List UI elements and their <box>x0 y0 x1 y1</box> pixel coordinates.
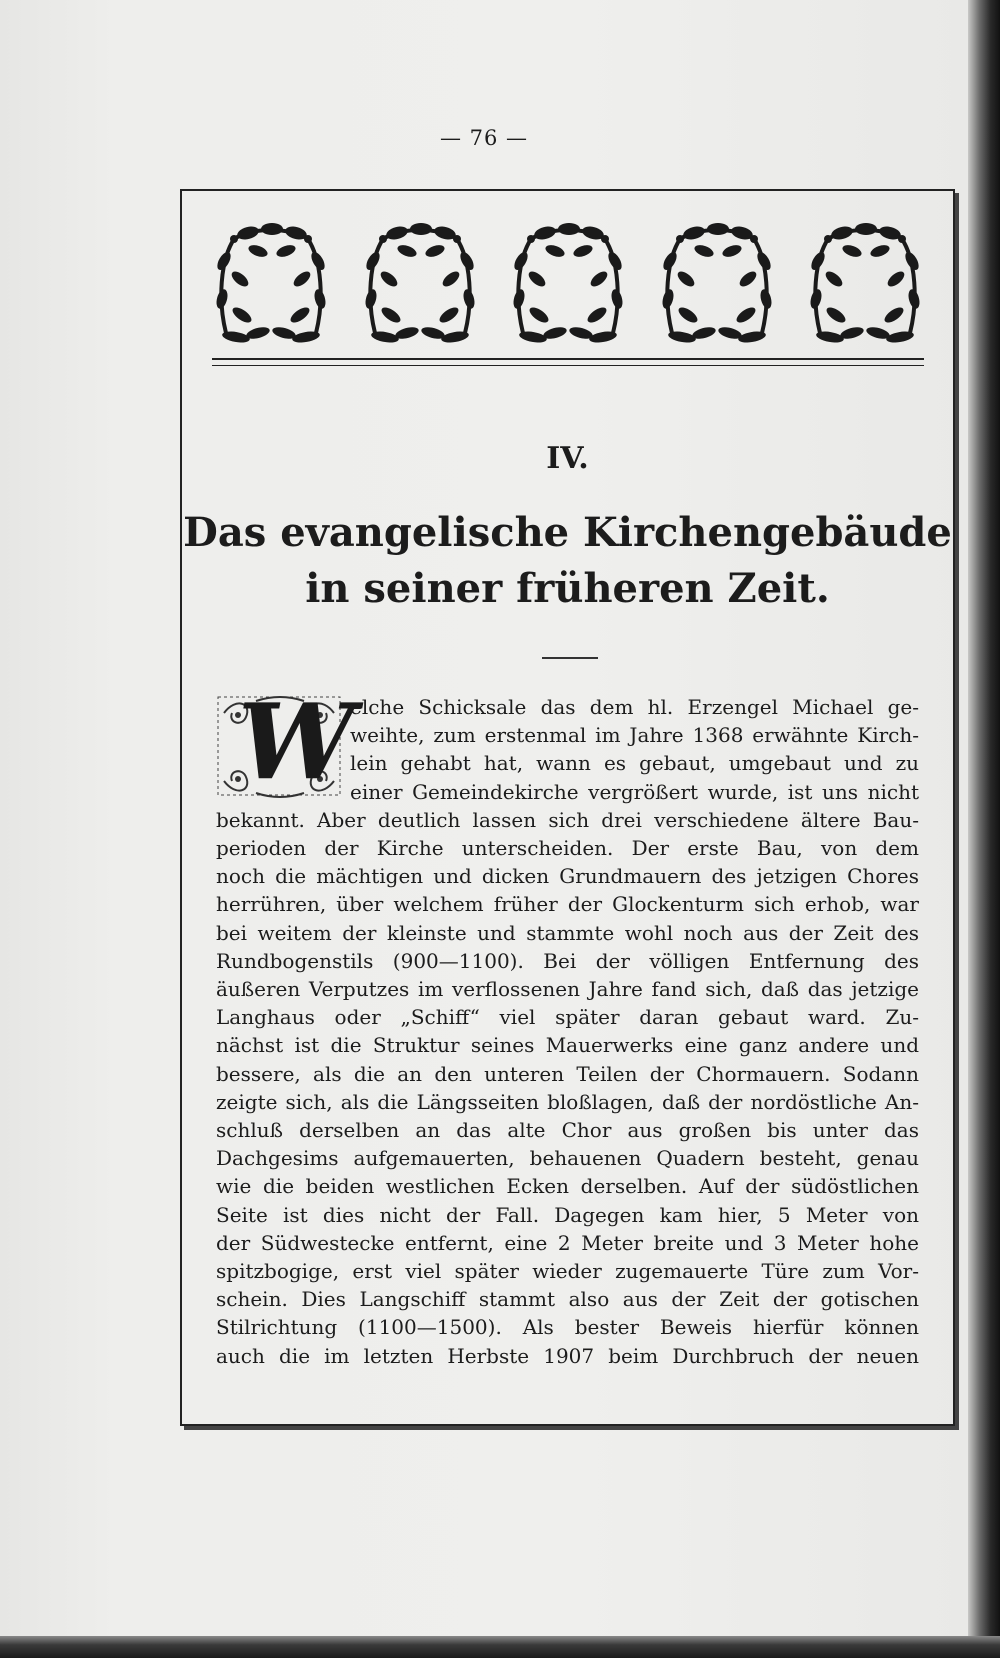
text-line: nächst ist die Struktur seines Mauerwerks eine ganz andere und <box>216 1033 919 1058</box>
double-rule <box>212 358 924 366</box>
text-line: zeigte sich, als die Längsseiten bloßlagen, daß der nordöstliche An- <box>216 1089 919 1114</box>
body-text <box>216 680 919 1370</box>
laurel-wreath-icon <box>361 221 479 349</box>
text-line: schluß derselben an das alte Chor aus großen bis unter das <box>216 1118 919 1143</box>
text-line: bekannt. Aber deutlich lassen sich drei verschiedene ältere Bau- <box>216 807 919 832</box>
text-line: auch die im letzten Herbste 1907 beim Durchbruch der neuen <box>216 1343 919 1368</box>
text-line: äußeren Verputzes im verflossenen Jahre fand sich, daß das jetzige <box>216 977 919 1002</box>
text-line: perioden der Kirche unterscheiden. Der erste Bau, von dem <box>216 836 919 861</box>
text-line: wie die beiden westlichen Ecken derselben. Auf der südöstlichen <box>216 1174 919 1199</box>
text-line: noch die mächtigen und dicken Grundmauern des jetzigen Chores <box>216 864 919 889</box>
text-line: weihte, zum erstenmal im Jahre 1368 erwähnte Kirch- <box>350 723 919 748</box>
text-line: lein gehabt hat, wann es gebaut, umgebaut und zu <box>350 751 919 776</box>
text-line: schein. Dies Langschiff stammt also aus der Zeit der gotischen <box>216 1287 919 1312</box>
text-line: spitzbogige, erst viel später wieder zugemauerte Türe zum Vor- <box>216 1259 919 1284</box>
text-line: Stilrichtung (1100—1500). Als bester Beweis hierfür können <box>216 1315 919 1340</box>
text-line: Seite ist dies nicht der Fall. Dagegen kam hier, 5 Meter von <box>216 1202 919 1227</box>
text-line: elche Schicksale das dem hl. Erzengel Michael ge- <box>350 695 919 719</box>
text-line: der Südwestecke entfernt, eine 2 Meter breite und 3 Meter hohe <box>216 1230 919 1255</box>
page-bottom-shadow <box>0 1636 1000 1658</box>
chapter-number: IV. <box>546 441 589 476</box>
laurel-wreath-icon <box>509 221 627 349</box>
ornament-row <box>212 221 924 349</box>
laurel-wreath-icon <box>658 221 776 349</box>
text-line: bei weitem der kleinste und stammte wohl noch aus der Zeit des <box>216 920 919 945</box>
laurel-wreath-icon <box>212 221 330 349</box>
text-line: bessere, als die an den unteren Teilen der Chormauern. Sodann <box>216 1061 919 1086</box>
page-edge-shadow <box>968 0 1000 1658</box>
drop-cap-letter: W <box>238 680 355 803</box>
page-number: — 76 — <box>439 126 529 150</box>
text-line: Langhaus oder „Schiff“ viel später daran gebaut ward. Zu- <box>216 1005 919 1030</box>
title-rule <box>542 657 598 659</box>
chapter-title-line-1: Das evangelische Kirchengebäude <box>183 509 952 556</box>
text-line: herrühren, über welchem früher der Glockenturm sich erhob, war <box>216 892 919 917</box>
chapter-title-line-2: in seiner früheren Zeit. <box>305 565 830 612</box>
content-frame <box>180 189 955 1426</box>
text-line: Rundbogenstils (900—1100). Bei der völligen Entfernung des <box>216 948 919 973</box>
chapter-title <box>182 505 953 617</box>
text-line: einer Gemeindekirche vergrößert wurde, ist uns nicht <box>350 779 919 804</box>
laurel-wreath-icon <box>806 221 924 349</box>
drop-cap <box>216 680 355 803</box>
text-line: Dachgesims aufgemauerten, behauenen Quadern besteht, genau <box>216 1146 919 1171</box>
